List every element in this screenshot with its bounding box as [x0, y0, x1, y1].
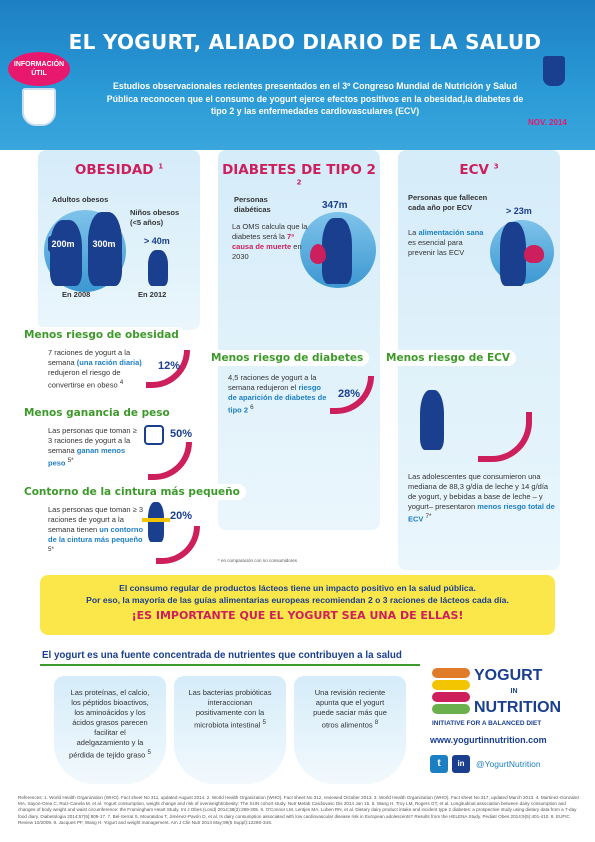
diabetes-risk-text [228, 373, 328, 416]
brand-logo-icon [432, 668, 470, 716]
year-2012: En 2012 [138, 290, 167, 299]
obesity-title-text: OBESIDAD [74, 162, 154, 178]
jar-2-ref: 5 [262, 719, 266, 726]
ecv-title-text: ECV [459, 162, 489, 178]
ecv-risk-t1: Las adolescentes que consumieron una mediana de 88,3 g/día de leche y 14 g/día de yogurt, y bebidas a base de leche – y yogurt– presentaron [408, 472, 549, 511]
ecv-value: > 23m [506, 206, 532, 216]
date-label: NOV. 2014 [528, 118, 567, 127]
linkedin-icon[interactable]: in [452, 755, 470, 773]
weight-gain-text [48, 426, 140, 469]
ecv-title [398, 162, 560, 178]
page-title: EL YOGURT, ALIADO DIARIO DE LA SALUD [68, 30, 542, 54]
ecv-text [408, 228, 488, 258]
ecv-title-ref: 3 [493, 162, 499, 171]
brand-name-1: YOGURT [474, 667, 543, 684]
down-arrow-icon [156, 526, 200, 564]
ecv-risk-ref: 7* [425, 513, 432, 520]
jar-1-text: Las proteínas, el calcio, los péptidos bioactivos, los aminoácidos y los ácidos grasos parecen facilitar el adelgazamiento y la pérdida de tejido graso [69, 688, 150, 760]
weight-gain-ref: 5* [67, 457, 74, 464]
highlight-line2: Por eso, la mayoría de las guías alimentarias europeas recomiendan 2 o 3 raciones de lácteos cada día. [86, 595, 509, 605]
obesity-risk-t3: redujeron el riesgo de convertirse en obeso [48, 368, 121, 390]
ecv-risk-t2: menos riesgo total de ECV [408, 502, 555, 524]
obesity-risk-t1: 7 raciones de yogurt a la semana [48, 348, 131, 367]
children-label: Niños obesos (<5 años) [130, 208, 180, 227]
obesity-title-ref: 1 [158, 162, 164, 171]
person-icon [500, 222, 526, 286]
diabetes-risk-t1: 4,5 raciones de yogurt a la semana redujeron el [228, 373, 317, 392]
ecv-text-b: alimentación sana [418, 228, 484, 237]
diabetes-label: Personas diabéticas [234, 195, 271, 214]
header-banner [0, 0, 595, 150]
heart-icon [524, 245, 544, 263]
ecv-risk-text [408, 472, 558, 525]
intro-text: Estudios observacionales recientes presentados en el 3º Congreso Mundial de Nutrición y Salud Pública reconocen que el consumo de yogurt ejerce efectos positivos en la obesidad,la diabetes de tipo 2 y las enfermedades cardiovasculares (ECV) [106, 81, 524, 116]
diabetes-title [218, 162, 380, 194]
waist-t1: Las personas que toman ≥ 3 raciones de yogurt a la semana tienen [48, 505, 144, 534]
logo-stripe [432, 704, 470, 714]
waist-title: Contorno de la cintura más pequeño [18, 484, 246, 500]
highlight-box [40, 575, 555, 635]
waist-ref: 5* [48, 546, 54, 553]
diabetes-text [232, 222, 314, 262]
ecv-risk-title: Menos riesgo de ECV [380, 350, 516, 366]
highlight-line1: El consumo regular de productos lácteos tiene un impacto positivo en la salud pública. [119, 583, 476, 593]
brand-url[interactable]: www.yogurtinnutrition.com [430, 735, 547, 745]
nutrient-jar-3 [294, 676, 406, 784]
nutrients-title: El yogurt es una fuente concentrada de nutrientes que contribuyen a la salud [42, 650, 402, 661]
references: References: 1. World Health Organization (WHO). Fact sheet No 311, updated August 2014. 2. World Health Organization (WHO). Fact sheet No 312, reviewed October 2013. 3. World Health Organization (WHO). Fact sheet No 317, updated March 2013. 4. Martinez-Gonzalez MA, Sayon-Orea C, Ruiz-Canela M, et al. Yogurt consumption, weight change and risk of overweight/obesity: The SUN cohort study. Nutr Metab Cardiovasc Dis 2014 Jan 15. 5. Wang H, Troy LM, Rogers GT, et al. Longitudinal association between dairy consumption and changes of body weight and waist circumference: the Framingham Heart Study. Int J Obes (Lond) 2014;38(2):299-305. 6. O'Connor LM, Lentjes MA, Luben RN, et al. Dietary dairy product intake and incident type 2 diabetes: a prospective study using dietary data from a 7-day food diary. Diabetologia 2014;57(5):909-17. 7. Bel-Serrat S, Mouratidou T, Jiménez-Pavón D, et al. Is dairy consumption associated with low cardiovascular disease risk in European adolescents? Results from the HELENA Study. Pediatr Obes 2014;9(5):401-410. 8. EUFIC Review 10/2009. 9. Jacques PF, Wang H. Yogurt and weight management. Am J Clin Nutr 2014 May;99(5 Suppl):1229S-34S. [18, 795, 580, 825]
waist-t2: un contorno de la cintura más pequeño [48, 525, 144, 544]
diabetes-risk-t2: riesgo de aparición de diabetes de tipo 2 [228, 383, 327, 415]
obesity-risk-ref: 4 [119, 379, 124, 386]
waist-text [48, 505, 148, 558]
diabetes-risk-pct: 28% [338, 388, 361, 400]
weight-gain-t1: Las personas que toman ≥ 3 raciones de yogurt a la semana [48, 426, 137, 455]
jar-2-text: Las bacterias probióticas interaccionan positivamente con la microbiota intestinal [188, 688, 272, 730]
obesity-risk-title: Menos riesgo de obesidad [18, 327, 185, 343]
year-2008: En 2008 [62, 290, 91, 299]
obesity-risk-t2: (una ración diaria) [76, 358, 142, 367]
footnote: * en comparación con no consumidores [218, 558, 298, 563]
ecv-text-c: es esencial para prevenir las ECV [408, 238, 465, 257]
person-icon [420, 390, 444, 450]
ecv-text-a: La [408, 228, 417, 237]
nutrient-jar-2 [174, 676, 286, 784]
divider [40, 664, 420, 666]
brand-in: IN [510, 688, 518, 695]
down-arrow-icon [148, 442, 192, 480]
diabetes-text-b: 7ª causa de muerte [232, 232, 294, 251]
person-icon [50, 220, 82, 286]
diabetes-risk-ref: 6 [250, 404, 254, 411]
social-handle[interactable]: @YogurtNutrition [476, 759, 541, 769]
obesity-title [38, 162, 200, 178]
diabetes-title-text: DIABETES DE TIPO 2 [222, 162, 376, 178]
diabetes-risk-title: Menos riesgo de diabetes [205, 350, 369, 366]
child-icon [148, 250, 168, 286]
diabetes-title-ref: 2 [296, 178, 302, 187]
weight-gain-t2: ganan menos peso [48, 446, 126, 468]
nutrient-jar-1 [54, 676, 166, 784]
yogurt-cup-icon [543, 56, 565, 86]
tape-measure-icon [142, 518, 170, 522]
info-badge [8, 52, 70, 86]
brand-name [474, 668, 561, 716]
logo-stripe [432, 680, 470, 690]
adults-2012-value: 300m [88, 236, 120, 252]
logo-stripe [432, 668, 470, 678]
jar-1-ref: 5 [147, 749, 151, 756]
ecv-label: Personas que fallecen cada año por ECV [408, 193, 488, 212]
weight-gain-pct: 50% [170, 428, 193, 440]
highlight-line3: ¡ES IMPORTANTE QUE EL YOGURT SEA UNA DE ELLAS! [131, 609, 464, 622]
children-value: > 40m [144, 236, 170, 246]
diabetes-text-a: La OMS calcula que la diabetes será la [232, 222, 308, 241]
adults-2008-value: 200m [48, 236, 78, 252]
info-badge-label: INFORMACIÓN ÚTIL [13, 61, 65, 77]
weight-gain-title: Menos ganancia de peso [18, 405, 176, 421]
yogurt-cup-icon [22, 88, 56, 126]
adults-label: Adultos obesos [52, 195, 109, 204]
brand-name-2: NUTRITION [474, 699, 562, 716]
twitter-icon[interactable]: t [430, 755, 448, 773]
brand-tagline: INITIATIVE FOR A BALANCED DIET [432, 720, 542, 727]
obesity-risk-text [48, 348, 148, 391]
diabetes-text-c: en 2030 [232, 242, 302, 261]
jar-3-ref: 8 [374, 719, 379, 726]
waist-pct: 20% [170, 510, 193, 522]
diabetes-value: 347m [322, 200, 348, 211]
jar-3-text: Una revisión reciente apunta que el yogurt puede saciar más que otros alimentos [313, 688, 387, 730]
obesity-risk-pct: 12% [158, 360, 181, 372]
person-icon [322, 218, 352, 284]
logo-stripe [432, 692, 470, 702]
